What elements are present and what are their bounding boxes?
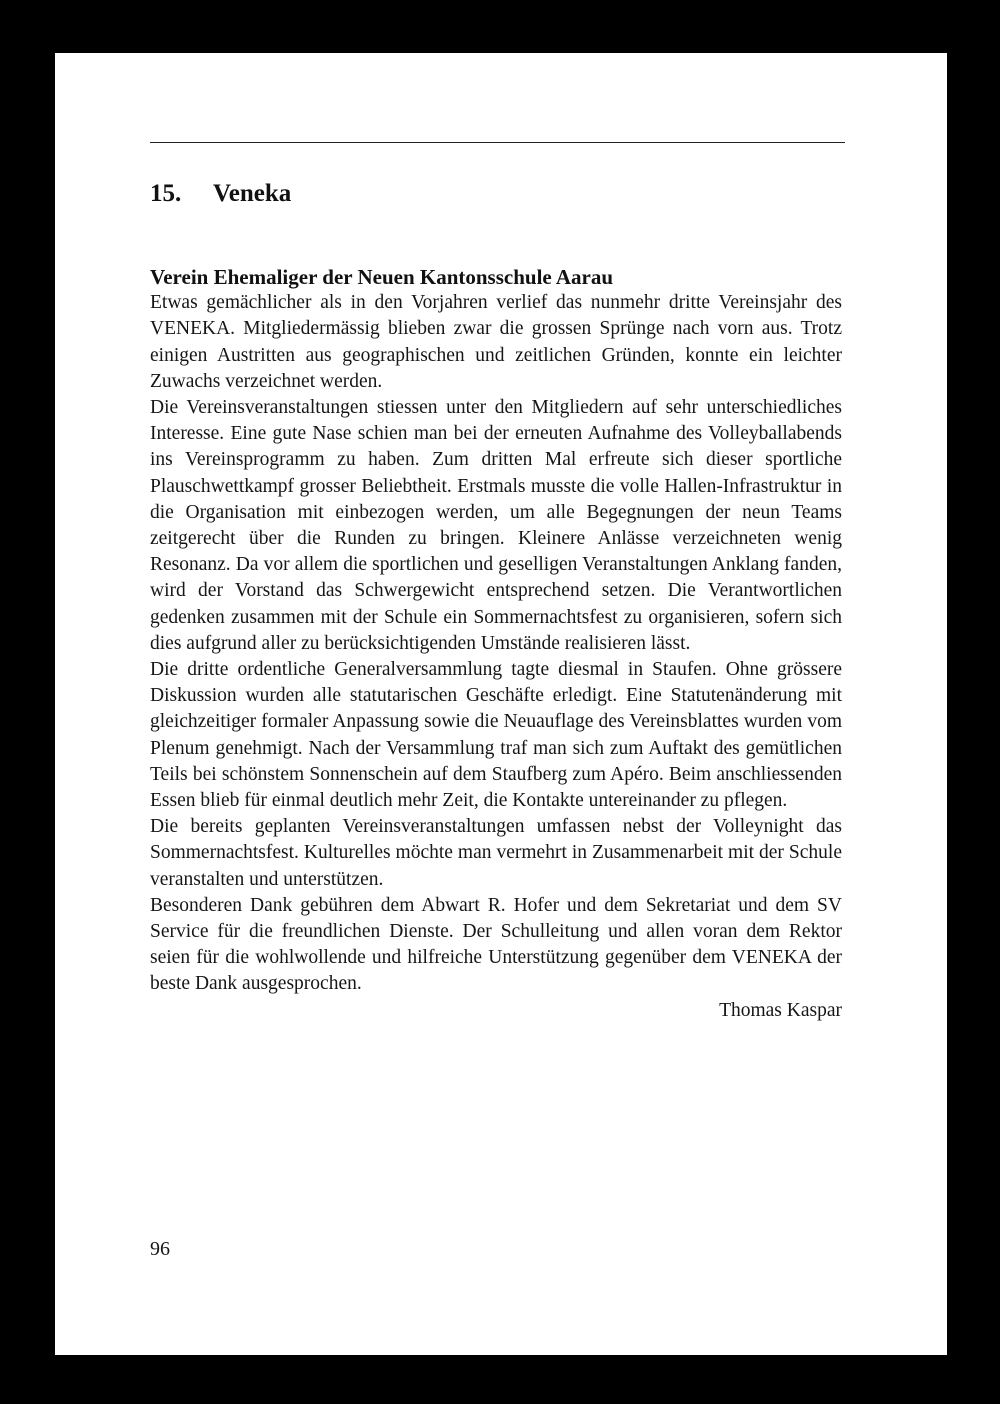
paragraph-events: Die Vereinsveranstaltungen stiessen unter den Mitgliedern auf sehr unterschiedliches Interesse. Eine gute Nase schien man bei der erneuten Aufnahme des Volleyballabends ins Vereinsprogramm zu haben. Zum dritten Mal erfreute sich dieser sportliche Plauschwettkampf grosser Beliebtheit. Erstmals musste die volle Hallen-Infrastruktur in die Organisation mit einbezogen werden, um alle Begegnungen der neun Teams zeitgerecht über die Runden zu bringen. Kleinere Anlässe verzeichneten wenig Resonanz. Da vor allem die sportlichen und geselligen Veranstaltungen Anklang fanden, wird der Vorstand das Schwergewicht entsprechend setzen. Die Verantwortlichen gedenken zusammen mit der Schule ein Sommernachtsfest zu organisieren, sofern sich dies aufgrund aller zu berücksichtigenden Umstände realisieren lässt. xyxy=(150,397,842,654)
paragraph-general-assembly: Die dritte ordentliche Generalversammlung tagte diesmal in Staufen. Ohne grössere Diskussion wurden alle statutarischen Geschäfte erledigt. Eine Statutenänderung mit gleichzeitiger formaler Anpassung sowie die Neuauflage des Vereinsblattes wurden vom Plenum genehmigt. Nach der Versammlung traf man sich zum Auftakt des gemütlichen Teils bei schönstem Sonnenschein auf dem Staufberg zum Apéro. Beim anschliessenden Essen blieb für einmal deutlich mehr Zeit, die Kontakte untereinander zu pflegen. xyxy=(150,659,842,812)
header-rule xyxy=(150,142,845,143)
author-signature: Thomas Kaspar xyxy=(719,999,842,1021)
paragraph-membership: Etwas gemächlicher als in den Vorjahren verlief das nunmehr dritte Vereinsjahr des VENEKA. Mitgliedermässig blieben zwar die grossen Sprünge nach vorn aus. Trotz einigen Austritten aus geographischen und zeitlichen Gründen, konnte ein leichter Zuwachs verzeichnet werden. xyxy=(150,292,842,392)
article-body xyxy=(150,264,842,1024)
chapter-title xyxy=(150,180,291,208)
chapter-name: Veneka xyxy=(213,180,292,207)
document-page xyxy=(55,53,947,1355)
paragraph-thanks: Besonderen Dank gebühren dem Abwart R. Hofer und dem Sekretariat und dem SV Service für die freundlichen Dienste. Der Schulleitung und allen voran dem Rektor seien für die wohlwollende und hilfreiche Unterstützung gegenüber dem VENEKA der beste Dank ausgesprochen. xyxy=(150,894,842,995)
chapter-number: 15. xyxy=(150,180,182,207)
paragraph-planned-events: Die bereits geplanten Vereinsveranstaltungen umfassen nebst der Volleynight das Sommernachtsfest. Kulturelles möchte man vermehrt in Zusammenarbeit mit der Schule veranstalten und unterstützen. xyxy=(150,816,842,890)
page-number: 96 xyxy=(150,1238,170,1260)
section-title: Verein Ehemaliger der Neuen Kantonsschule Aarau xyxy=(150,265,613,289)
